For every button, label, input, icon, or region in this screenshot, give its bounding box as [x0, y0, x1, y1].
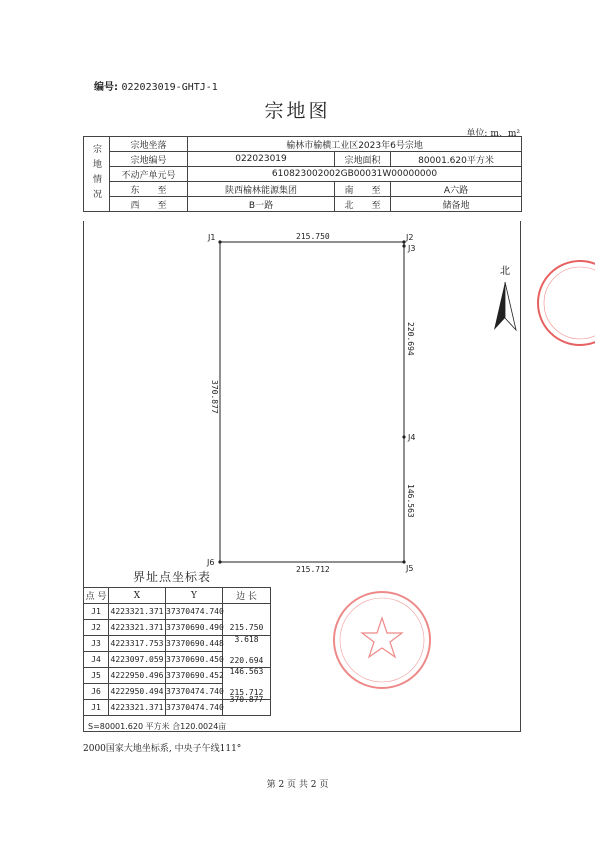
row-x: 4223321.371	[109, 620, 166, 636]
row-x: 4222950.494	[109, 684, 166, 700]
edge-length: 3.618 220.694	[223, 636, 271, 668]
header-edge: 边 长	[223, 588, 271, 604]
row-y: 37370690.448	[166, 636, 223, 652]
row-point: J3	[84, 636, 109, 652]
header-y: Y	[166, 588, 223, 604]
coord-table-title: 界址点坐标表	[133, 570, 212, 584]
point-marker-j1	[218, 240, 221, 243]
point-marker-j3	[402, 244, 405, 247]
edge-length: 146.563 215.712	[223, 668, 271, 700]
coord-table	[83, 587, 271, 716]
row-y: 37370690.490	[166, 620, 223, 636]
row-x: 4223097.059	[109, 652, 166, 668]
row-point: J5	[84, 668, 109, 684]
parcel-no-label: 宗地编号	[110, 152, 188, 167]
unit-label: 单位: m、m²	[466, 129, 520, 139]
side-label: 宗地情况	[84, 137, 110, 212]
unit-no-label: 不动产单元号	[110, 167, 188, 182]
area-label: 宗地面积	[335, 152, 391, 167]
row-x: 4222950.496	[109, 668, 166, 684]
header-point: 点 号	[84, 588, 109, 604]
north-value: 储备地	[391, 197, 522, 212]
row-point: J4	[84, 652, 109, 668]
west-value: B一路	[188, 197, 335, 212]
row-point: J1	[84, 700, 109, 716]
parcel-no-value: 022023019	[188, 152, 335, 167]
east-value: 陕西榆林能源集团	[188, 182, 335, 197]
length-bottom: 215.712	[296, 565, 330, 574]
point-label-j4: J4	[408, 433, 416, 442]
point-label-j6: J6	[207, 558, 215, 567]
south-value: A六路	[391, 182, 522, 197]
point-marker-j6	[218, 560, 221, 563]
row-y: 37370474.740	[166, 684, 223, 700]
north-label: 北 至	[335, 197, 391, 212]
length-right-upper: 220.694	[406, 322, 415, 356]
table-row	[84, 636, 271, 652]
stamp-center-icon	[334, 592, 430, 688]
point-label-j2: J2	[406, 233, 414, 242]
table-row	[84, 668, 271, 684]
document-number: 编号: 022023019-GHTJ-1	[94, 82, 218, 93]
coordinate-system: 2000国家大地坐标系, 中央子午线111°	[83, 744, 242, 754]
header-x: X	[109, 588, 166, 604]
length-top: 215.750	[296, 232, 330, 241]
point-label-j5: J5	[406, 564, 414, 573]
table-row	[84, 700, 271, 716]
length-left: 370.877	[210, 380, 219, 414]
point-label-j1: J1	[208, 233, 216, 242]
location-value: 榆林市榆横工业区2023年6号宗地	[188, 137, 522, 152]
west-label: 西 至	[110, 197, 188, 212]
row-point: J2	[84, 620, 109, 636]
table-row	[84, 604, 271, 620]
page-title: 宗地图	[264, 100, 331, 122]
page-number: 第 2 页 共 2 页	[266, 780, 329, 790]
row-y: 37370474.740	[166, 700, 223, 716]
east-label: 东 至	[110, 182, 188, 197]
south-label: 南 至	[335, 182, 391, 197]
edge-length: 370.877	[223, 700, 271, 716]
unit-no-value: 610823002002GB00031W00000000	[188, 167, 522, 182]
north-arrow-icon	[494, 265, 516, 330]
north-label: 北	[500, 266, 510, 277]
row-point: J6	[84, 684, 109, 700]
point-label-j3: J3	[408, 244, 416, 253]
edge-length: 215.750	[223, 604, 271, 636]
row-x: 4223317.753	[109, 636, 166, 652]
area-value: 80001.620平方米	[391, 152, 522, 167]
row-point: J1	[84, 604, 109, 620]
row-x: 4223321.371	[109, 604, 166, 620]
point-marker-j4	[402, 435, 405, 438]
row-y: 37370690.450	[166, 652, 223, 668]
row-y: 37370474.740	[166, 604, 223, 620]
area-summary: S=80001.620 平方米 合120.0024亩	[88, 722, 227, 731]
row-y: 37370690.452	[166, 668, 223, 684]
parcel-boundary	[220, 242, 404, 562]
row-x: 4223321.371	[109, 700, 166, 716]
location-label: 宗地坐落	[110, 137, 188, 152]
length-right-lower: 146.563	[406, 484, 415, 518]
stamp-top-right-icon	[538, 261, 595, 345]
